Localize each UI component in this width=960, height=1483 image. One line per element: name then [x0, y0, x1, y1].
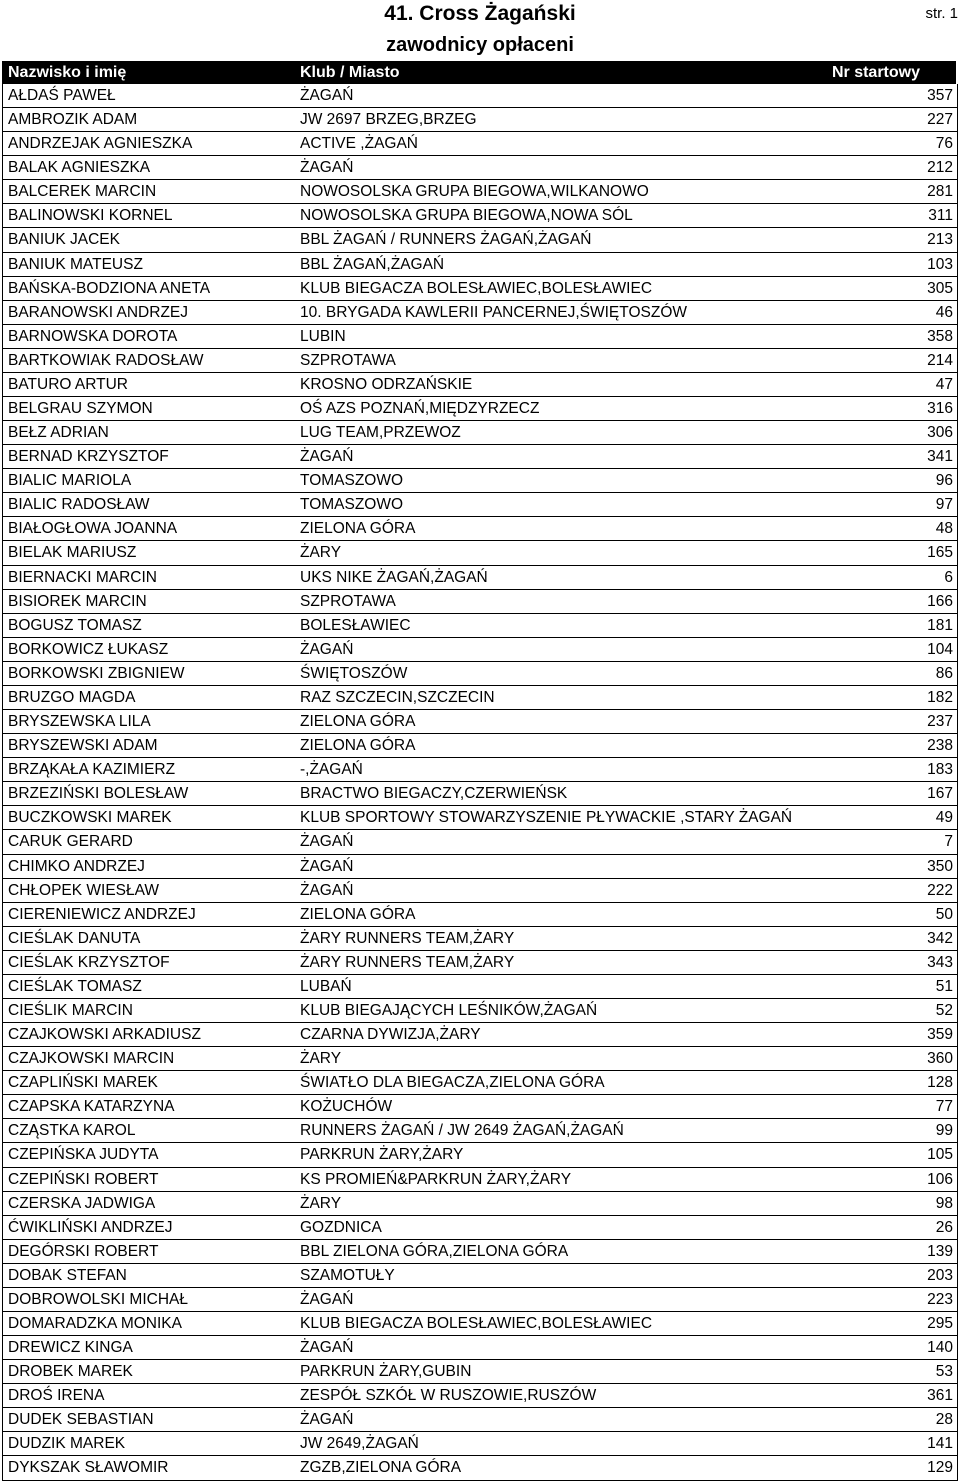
participant-club: PARKRUN ŻARY,ŻARY: [300, 1146, 464, 1164]
table-row: [3, 1456, 957, 1480]
start-number: 140: [927, 1339, 953, 1357]
table-row: [3, 614, 957, 638]
start-number: 51: [935, 977, 953, 995]
start-number: 129: [927, 1459, 953, 1477]
start-number: 214: [927, 351, 953, 369]
participant-name: BARNOWSKA DOROTA: [8, 327, 178, 345]
table-row: [3, 566, 957, 590]
participant-club: SZAMOTUŁY: [300, 1266, 395, 1284]
participant-club: LUG TEAM,PRZEWOZ: [300, 424, 461, 442]
start-number: 350: [927, 857, 953, 875]
participant-club: BOLESŁAWIEC: [300, 616, 411, 634]
table-row: [3, 830, 957, 854]
participant-club: ZIELONA GÓRA: [300, 737, 416, 755]
table-row: [3, 277, 957, 301]
participant-name: BRUZGO MAGDA: [8, 688, 136, 706]
start-number: 47: [935, 375, 953, 393]
start-number: 213: [927, 231, 953, 249]
start-number: 316: [927, 400, 953, 418]
table-row: [3, 1047, 957, 1071]
table-row: [3, 1119, 957, 1143]
participant-club: GOZDNICA: [300, 1218, 382, 1236]
participant-name: DREWICZ KINGA: [8, 1339, 133, 1357]
start-number: 311: [928, 207, 953, 225]
table-row: [3, 1312, 957, 1336]
document-title: 41. Cross Żagański: [384, 2, 576, 25]
participant-club: CZARNA DYWIZJA,ŻARY: [300, 1026, 481, 1044]
table-row: [3, 903, 957, 927]
start-number: 86: [935, 664, 953, 682]
participant-club: LUBAŃ: [300, 977, 352, 995]
table-row: [3, 325, 957, 349]
start-number: 203: [927, 1266, 953, 1284]
participant-name: CARUK GERARD: [8, 833, 133, 851]
participant-name: CIEŚLAK KRZYSZTOF: [8, 953, 170, 971]
participant-name: CZEPIŃSKI ROBERT: [8, 1170, 159, 1188]
participant-name: CHIMKO ANDRZEJ: [8, 857, 145, 875]
participant-club: PARKRUN ŻARY,GUBIN: [300, 1363, 472, 1381]
participant-club: ŻAGAŃ: [300, 159, 354, 177]
column-header-club: Klub / Miasto: [300, 64, 400, 81]
table-row: [3, 253, 957, 277]
start-number: 181: [927, 616, 953, 634]
participant-name: CZĄSTKA KAROL: [8, 1122, 136, 1140]
participant-name: BALAK AGNIESZKA: [8, 159, 151, 177]
participant-club: KLUB SPORTOWY STOWARZYSZENIE PŁYWACKIE ,STARY ŻAGAŃ: [300, 809, 793, 827]
participant-name: AMBROZIK ADAM: [8, 111, 138, 129]
table-row: [3, 638, 957, 662]
participant-club: ŻARY RUNNERS TEAM,ŻARY: [300, 953, 515, 971]
start-number: 141: [927, 1435, 953, 1453]
start-number: 26: [935, 1218, 953, 1236]
participant-club: ZIELONA GÓRA: [300, 905, 416, 923]
start-number: 49: [935, 809, 953, 827]
table-row: [3, 879, 957, 903]
participant-name: DYKSZAK SŁAWOMIR: [8, 1459, 169, 1477]
start-number: 105: [927, 1146, 953, 1164]
start-number: 237: [927, 713, 953, 731]
start-number: 98: [935, 1194, 953, 1212]
start-number: 46: [935, 303, 953, 321]
table-row: [3, 806, 957, 830]
start-number: 305: [927, 279, 953, 297]
table-row: [3, 662, 957, 686]
participant-club: JW 2649,ŻAGAŃ: [300, 1435, 419, 1453]
table-row: [3, 1240, 957, 1264]
table-row: [3, 469, 957, 493]
column-header-name: Nazwisko i imię: [8, 64, 127, 81]
start-number: 281: [927, 183, 953, 201]
table-row: [3, 108, 957, 132]
table-row: [3, 1168, 957, 1192]
table-row: [3, 1023, 957, 1047]
table-row: [3, 975, 957, 999]
participant-name: BRYSZEWSKA LILA: [8, 713, 151, 731]
start-number: 52: [935, 1001, 953, 1019]
start-number: 238: [927, 737, 953, 755]
participant-name: BORKOWSKI ZBIGNIEW: [8, 664, 185, 682]
participant-name: CIEŚLIK MARCIN: [8, 1001, 133, 1019]
start-number: 183: [927, 761, 953, 779]
participant-club: ŻAGAŃ: [300, 1339, 354, 1357]
participant-name: BRZĄKAŁA KAZIMIERZ: [8, 761, 176, 779]
table-row: [3, 1143, 957, 1167]
participant-club: OŚ AZS POZNAŃ,MIĘDZYRZECZ: [300, 400, 540, 418]
table-row: [3, 758, 957, 782]
participant-name: BARTKOWIAK RADOSŁAW: [8, 351, 204, 369]
table-row: [3, 421, 957, 445]
participant-name: CZERSKA JADWIGA: [8, 1194, 156, 1212]
start-number: 166: [927, 592, 953, 610]
participant-club: ŻARY: [300, 544, 342, 562]
table-row: [3, 373, 957, 397]
participant-club: ŻAGAŃ: [300, 833, 354, 851]
start-number: 50: [935, 905, 953, 923]
participant-name: ĆWIKLIŃSKI ANDRZEJ: [8, 1218, 173, 1236]
table-row: [3, 590, 957, 614]
participant-name: CZAJKOWSKI ARKADIUSZ: [8, 1026, 201, 1044]
participant-name: AŁDAŚ PAWEŁ: [8, 87, 116, 104]
table-row: [3, 156, 957, 180]
column-header-number: Nr startowy: [831, 64, 920, 81]
start-number: 77: [935, 1098, 953, 1116]
start-number: 103: [927, 255, 953, 273]
start-number: 359: [927, 1026, 953, 1044]
participant-club: KLUB BIEGACZA BOLESŁAWIEC,BOLESŁAWIEC: [300, 279, 653, 297]
table-row: [3, 349, 957, 373]
participant-name: CZAPSKA KATARZYNA: [8, 1098, 175, 1116]
start-number: 139: [927, 1242, 953, 1260]
table-row: [3, 1288, 957, 1312]
participant-name: DUDZIK MAREK: [8, 1435, 126, 1453]
start-number: 53: [935, 1363, 953, 1381]
participant-name: BIAŁOGŁOWA JOANNA: [8, 520, 178, 538]
participant-name: CIEŚLAK TOMASZ: [8, 977, 142, 995]
participant-club: ŻAGAŃ: [300, 448, 354, 466]
start-number: 48: [935, 520, 953, 538]
table-row: [3, 686, 957, 710]
start-number: 182: [927, 688, 953, 706]
start-number: 99: [935, 1122, 953, 1140]
participant-name: DEGÓRSKI ROBERT: [8, 1242, 159, 1260]
participant-name: BIERNACKI MARCIN: [8, 568, 157, 586]
participant-club: RAZ SZCZECIN,SZCZECIN: [300, 688, 495, 706]
participant-name: BORKOWICZ ŁUKASZ: [8, 640, 169, 658]
table-row: [3, 493, 957, 517]
table-row: [3, 855, 957, 879]
participant-club: ŻAGAŃ: [300, 1411, 354, 1429]
table-row: [3, 1264, 957, 1288]
start-number: 358: [927, 327, 953, 345]
table-row: [3, 999, 957, 1023]
participant-name: BIELAK MARIUSZ: [8, 544, 137, 562]
participant-name: DOBROWOLSKI MICHAŁ: [8, 1290, 188, 1308]
participant-club: RUNNERS ŻAGAŃ / JW 2649 ŻAGAŃ,ŻAGAŃ: [300, 1122, 624, 1140]
participant-club: JW 2697 BRZEG,BRZEG: [300, 111, 477, 129]
participant-club: KOŻUCHÓW: [300, 1098, 393, 1116]
participant-name: CZAPLIŃSKI MAREK: [8, 1074, 158, 1092]
start-number: 76: [935, 135, 953, 153]
participant-name: ANDRZEJAK AGNIESZKA: [8, 135, 193, 153]
start-number: 227: [927, 111, 953, 129]
participant-club: KLUB BIEGAJĄCYCH LEŚNIKÓW,ŻAGAŃ: [300, 1001, 598, 1019]
table-row: [3, 517, 957, 541]
table-row: [3, 1095, 957, 1119]
participant-club: ŚWIĘTOSZÓW: [300, 664, 408, 682]
participant-club: BBL ZIELONA GÓRA,ZIELONA GÓRA: [300, 1242, 569, 1260]
start-number: 222: [927, 881, 953, 899]
table-row: [3, 397, 957, 421]
participant-club: BRACTWO BIEGACZY,CZERWIEŃSK: [300, 785, 568, 803]
table-row: [3, 782, 957, 806]
start-number: 6: [944, 568, 953, 586]
participant-name: BIALIC MARIOLA: [8, 472, 132, 490]
participant-club: ŻAGAŃ: [300, 881, 354, 899]
table-row: [3, 180, 957, 204]
page-number: str. 1: [925, 5, 958, 22]
participant-name: DOBAK STEFAN: [8, 1266, 127, 1284]
participant-name: DROŚ IRENA: [8, 1387, 105, 1405]
start-number: 343: [927, 953, 953, 971]
participant-club: ZGZB,ZIELONA GÓRA: [300, 1459, 462, 1477]
participant-club: SZPROTAWA: [300, 351, 396, 369]
start-number: 97: [935, 496, 953, 514]
participant-name: BANIUK JACEK: [8, 231, 120, 249]
participant-club: TOMASZOWO: [300, 496, 404, 514]
participant-club: NOWOSOLSKA GRUPA BIEGOWA,WILKANOWO: [300, 183, 649, 201]
participant-name: CHŁOPEK WIESŁAW: [8, 881, 160, 899]
participant-name: DUDEK SEBASTIAN: [8, 1411, 154, 1429]
start-number: 342: [927, 929, 953, 947]
participant-name: BUCZKOWSKI MAREK: [8, 809, 172, 827]
table-row: [3, 84, 957, 108]
participant-club: ŻARY RUNNERS TEAM,ŻARY: [300, 929, 515, 947]
start-number: 212: [927, 159, 953, 177]
participant-name: CIEŚLAK DANUTA: [8, 929, 141, 947]
participant-club: ŻAGAŃ: [300, 1290, 354, 1308]
table-row: [3, 1432, 957, 1456]
start-number: 128: [927, 1074, 953, 1092]
table-row: [3, 1192, 957, 1216]
table-row: [3, 1360, 957, 1384]
participant-name: BANIUK MATEUSZ: [8, 255, 143, 273]
table-row: [3, 204, 957, 228]
participants-table: [2, 84, 958, 1481]
document-subtitle: zawodnicy opłaceni: [386, 34, 574, 56]
table-row: [3, 951, 957, 975]
table-row: [3, 1071, 957, 1095]
table-row: [3, 927, 957, 951]
table-row: [3, 734, 957, 758]
start-number: 96: [935, 472, 953, 490]
participant-name: BERNAD KRZYSZTOF: [8, 448, 169, 466]
start-number: 357: [927, 87, 953, 104]
participant-club: ŻAGAŃ: [300, 87, 354, 104]
participant-name: BATURO ARTUR: [8, 375, 128, 393]
table-row: [3, 1336, 957, 1360]
table-row: [3, 228, 957, 252]
participant-name: BRYSZEWSKI ADAM: [8, 737, 158, 755]
table-row: [3, 445, 957, 469]
participant-club: ŻARY: [300, 1050, 342, 1068]
participant-club: TOMASZOWO: [300, 472, 404, 490]
participant-club: KLUB BIEGACZA BOLESŁAWIEC,BOLESŁAWIEC: [300, 1314, 653, 1332]
start-number: 104: [927, 640, 953, 658]
participant-club: SZPROTAWA: [300, 592, 396, 610]
participant-club: ZIELONA GÓRA: [300, 713, 416, 731]
start-number: 167: [927, 785, 953, 803]
participant-club: BBL ŻAGAŃ,ŻAGAŃ: [300, 255, 445, 273]
participant-club: ŻARY: [300, 1194, 342, 1212]
start-number: 7: [944, 833, 953, 851]
table-header: [2, 61, 956, 84]
participant-name: DROBEK MAREK: [8, 1363, 133, 1381]
participant-club: -,ŻAGAŃ: [300, 761, 363, 779]
participant-name: CIERENIEWICZ ANDRZEJ: [8, 905, 196, 923]
participant-name: BALINOWSKI KORNEL: [8, 207, 173, 225]
table-row: [3, 301, 957, 325]
participant-name: CZAJKOWSKI MARCIN: [8, 1050, 175, 1068]
table-row: [3, 1384, 957, 1408]
participant-name: DOMARADZKA MONIKA: [8, 1314, 182, 1332]
participant-club: ACTIVE ,ŻAGAŃ: [300, 135, 418, 153]
participant-club: ŻAGAŃ: [300, 640, 354, 658]
participant-club: ŻAGAŃ: [300, 857, 354, 875]
participant-name: BRZEZIŃSKI BOLESŁAW: [8, 785, 189, 803]
participant-name: BOGUSZ TOMASZ: [8, 616, 142, 634]
participant-club: ZESPÓŁ SZKÓŁ W RUSZOWIE,RUSZÓW: [300, 1387, 597, 1405]
participant-club: LUBIN: [300, 327, 346, 345]
table-row: [3, 1216, 957, 1240]
participant-club: UKS NIKE ŻAGAŃ,ŻAGAŃ: [300, 568, 488, 586]
participant-club: ŚWIATŁO DLA BIEGACZA,ZIELONA GÓRA: [300, 1074, 605, 1092]
start-number: 306: [927, 424, 953, 442]
participant-name: BIALIC RADOSŁAW: [8, 496, 150, 514]
table-row: [3, 541, 957, 565]
start-number: 106: [927, 1170, 953, 1188]
participant-name: BALCEREK MARCIN: [8, 183, 157, 201]
participant-name: BEŁZ ADRIAN: [8, 424, 109, 442]
start-number: 28: [935, 1411, 953, 1429]
participant-club: ZIELONA GÓRA: [300, 520, 416, 538]
start-number: 223: [927, 1290, 953, 1308]
start-number: 361: [927, 1387, 953, 1405]
participant-name: CZEPIŃSKA JUDYTA: [8, 1146, 159, 1164]
table-row: [3, 132, 957, 156]
start-number: 295: [927, 1314, 953, 1332]
participant-name: BARANOWSKI ANDRZEJ: [8, 303, 188, 321]
participant-club: 10. BRYGADA KAWLERII PANCERNEJ,ŚWIĘTOSZÓW: [300, 303, 688, 321]
table-row: [3, 710, 957, 734]
participant-club: BBL ŻAGAŃ / RUNNERS ŻAGAŃ,ŻAGAŃ: [300, 231, 592, 249]
participant-name: BISIOREK MARCIN: [8, 592, 147, 610]
start-number: 341: [927, 448, 953, 466]
participant-club: NOWOSOLSKA GRUPA BIEGOWA,NOWA SÓL: [300, 207, 633, 225]
participant-club: KS PROMIEŃ&PARKRUN ŻARY,ŻARY: [300, 1170, 572, 1188]
participant-club: KROSNO ODRZAŃSKIE: [300, 375, 473, 393]
participant-name: BAŃSKA-BODZIONA ANETA: [8, 279, 211, 297]
participant-name: BELGRAU SZYMON: [8, 400, 153, 418]
table-row: [3, 1408, 957, 1432]
start-number: 165: [927, 544, 953, 562]
start-number: 360: [927, 1050, 953, 1068]
